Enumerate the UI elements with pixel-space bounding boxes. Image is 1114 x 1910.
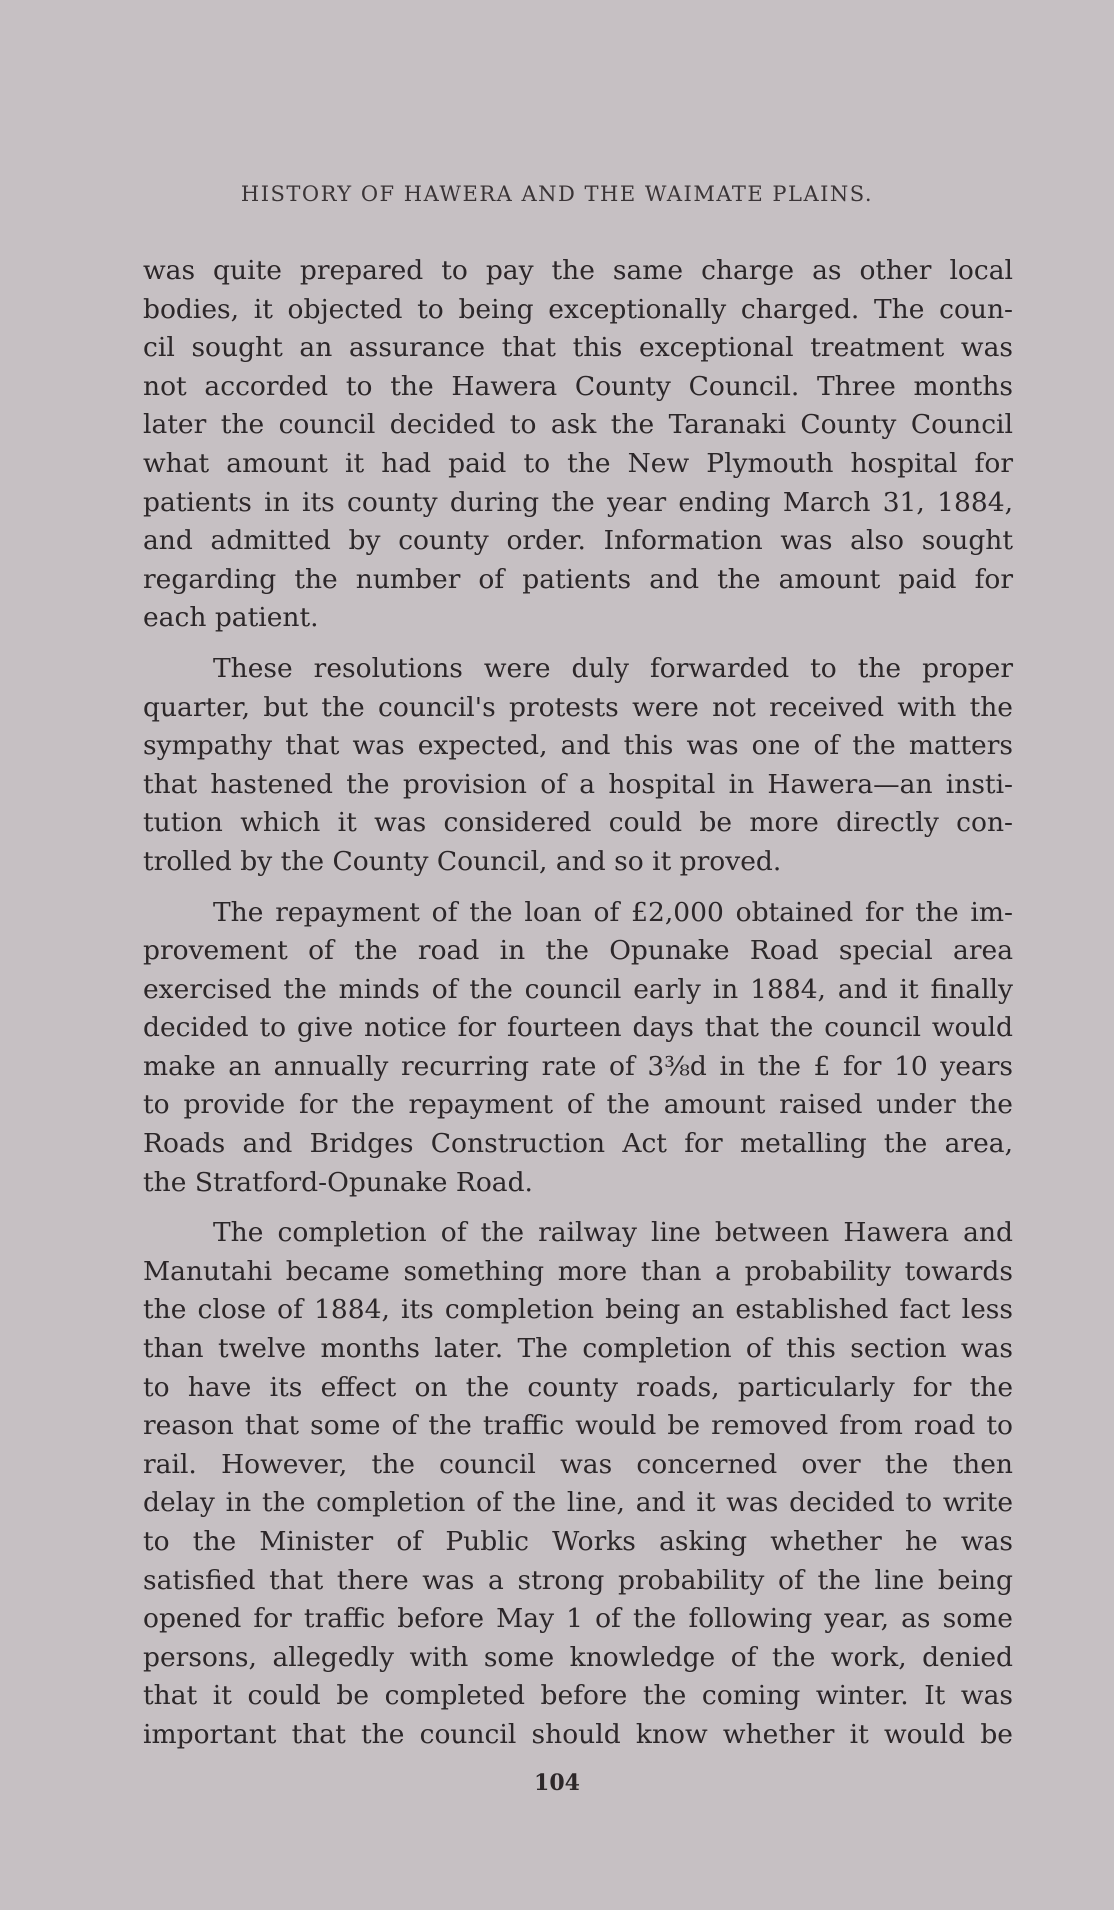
- text-line: the Stratford-Opunake Road.: [143, 1166, 533, 1198]
- text-line: later the council decided to ask the Taranaki County Council: [143, 409, 1013, 441]
- text-line: provement of the road in the Opunake Road special area: [143, 935, 1013, 967]
- text-line: what amount it had paid to the New Plymouth hospital for: [143, 447, 1013, 479]
- text-line: and admitted by county order. Information was also sought: [143, 525, 1013, 557]
- text-line: satisfied that there was a strong probability of the line being: [143, 1564, 1013, 1596]
- body-text: [143, 252, 1013, 1767]
- text-line: quarter, but the council's protests were not received with the: [143, 691, 1013, 723]
- text-line: Manutahi became something more than a probability towards: [143, 1255, 1013, 1287]
- text-line: trolled by the County Council, and so it proved.: [143, 845, 782, 877]
- text-line: that it could be completed before the coming winter. It was: [143, 1680, 1013, 1712]
- text-line: to the Minister of Public Works asking whether he was: [143, 1526, 1013, 1557]
- text-line: was quite prepared to pay the same charge as other local: [143, 255, 1013, 286]
- running-head: HISTORY OF HAWERA AND THE WAIMATE PLAINS.: [240, 182, 874, 206]
- text-line: reason that some of the traffic would be removed from road to: [143, 1410, 1013, 1442]
- text-line: tution which it was considered could be more directly con-: [143, 807, 1013, 839]
- paragraph: [143, 1214, 1013, 1754]
- text-line: regarding the number of patients and the amount paid for: [143, 563, 1013, 595]
- text-line: The repayment of the loan of £2,000 obtained for the im-: [213, 896, 1013, 928]
- paragraph: [143, 252, 1013, 638]
- text-line: bodies, it objected to being exceptionally charged. The coun-: [143, 293, 1013, 325]
- text-line: persons, allegedly with some knowledge of the work, denied: [143, 1641, 1013, 1673]
- text-line: Roads and Bridges Construction Act for metalling the area,: [143, 1128, 1013, 1160]
- text-line: make an annually recurring rate of 3⅜d in the £ for 10 years: [143, 1050, 1013, 1082]
- text-line: cil sought an assurance that this exceptional treatment was: [143, 332, 1013, 364]
- text-line: each patient.: [143, 602, 319, 634]
- text-line: opened for traffic before May 1 of the following year, as some: [143, 1603, 1013, 1635]
- text-line: patients in its county during the year ending March 31, 1884,: [143, 486, 1013, 518]
- text-line: exercised the minds of the council early in 1884, and it finally: [143, 973, 1013, 1005]
- text-line: to have its effect on the county roads, particularly for the: [143, 1371, 1013, 1403]
- text-line: important that the council should know whether it would be: [143, 1718, 1013, 1750]
- paragraph: [143, 894, 1013, 1203]
- text-line: delay in the completion of the line, and it was decided to write: [143, 1487, 1013, 1519]
- text-line: These resolutions were duly forwarded to the proper: [213, 652, 1013, 684]
- text-line: The completion of the railway line between Hawera and: [213, 1217, 1013, 1249]
- text-line: decided to give notice for fourteen days that the council would: [143, 1012, 1013, 1044]
- text-line: the close of 1884, its completion being an established fact less: [143, 1294, 1013, 1326]
- text-line: that hastened the provision of a hospital in Hawera—an insti-: [143, 768, 1013, 800]
- paragraph: [143, 650, 1013, 882]
- text-line: to provide for the repayment of the amount raised under the: [143, 1089, 1013, 1121]
- text-line: sympathy that was expected, and this was one of the matters: [143, 730, 1013, 762]
- page-number: 104: [534, 1770, 580, 1796]
- text-line: not accorded to the Hawera County Council. Three months: [143, 370, 1013, 402]
- text-line: rail. However, the council was concerned over the then: [143, 1448, 1013, 1480]
- text-line: than twelve months later. The completion of this section was: [143, 1333, 1013, 1365]
